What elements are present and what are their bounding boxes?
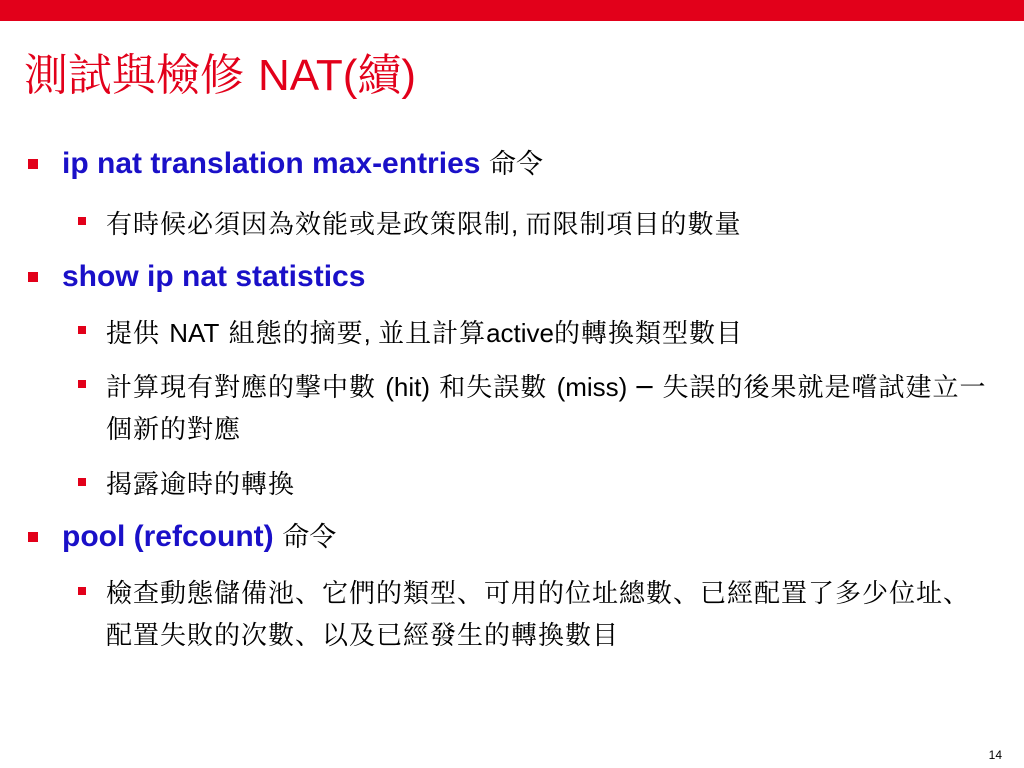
text-part: NAT [169,318,220,348]
title-end: ) [401,51,417,100]
bullet-1-text [62,145,543,184]
text-part: 有時候必須因為效能或是政策限制 [106,210,512,240]
text-part: ─ 失誤的後果就是嚐試建立一個新的對應 [106,373,987,445]
text-part: 而限制項目的數量 [525,210,742,240]
bullet-3-label: pool (refcount) [62,520,274,553]
sub-bullet-square-icon [78,217,86,225]
bullet-square-icon [28,272,38,282]
bullet-square-icon [28,159,38,169]
text-part: , [511,209,526,239]
bullet-2-sub-3-text [106,464,996,506]
text-part: 的轉換類型數目 [554,319,744,349]
bullet-3-text [62,518,336,557]
bullet-1-sub-1-text [106,203,996,246]
sub-bullet-square-icon [78,587,86,595]
title-cjk-2: 續 [357,50,402,101]
bullet-3-sub-1-text [106,573,996,657]
title-latin: NAT( [258,51,358,100]
text-part: active [486,318,554,348]
text-part: (miss) [556,372,628,402]
bullet-3-suffix: 命令 [273,522,337,553]
slide-title [24,50,416,102]
text-part: (hit) [385,372,431,402]
text-part: 計算現有對應的撃中數 [106,373,386,403]
text-part: , [363,318,379,348]
sub-bullet-square-icon [78,380,86,388]
text-part: 提供 [106,319,170,349]
bullet-1-label: ip nat translation max-entries [62,147,481,180]
bullet-square-icon [28,532,38,542]
bullet-2-text [62,258,365,296]
text-part: 揭露逾時的轉換 [106,470,296,500]
text-part: 並且計算 [378,319,487,349]
top-accent-bar [0,0,1024,21]
text-part: 和失誤數 [430,373,557,403]
text-part: 檢查動態儲備池、它們的類型、可用的位址總數、已經配置了多少位址、配置失敗的次數、以及已經發生的轉換數目 [106,579,971,651]
bullet-2-sub-1-text [106,312,996,355]
page-number: 14 [988,748,1002,762]
text-part: 組態的摘要 [219,319,364,349]
sub-bullet-square-icon [78,326,86,334]
bullet-2-label: show ip nat statistics [62,260,366,293]
title-cjk: 測試與檢修 [24,50,258,101]
bullet-1-suffix: 命令 [480,149,544,180]
bullet-2-sub-2-text [106,366,996,451]
sub-bullet-square-icon [78,478,86,486]
